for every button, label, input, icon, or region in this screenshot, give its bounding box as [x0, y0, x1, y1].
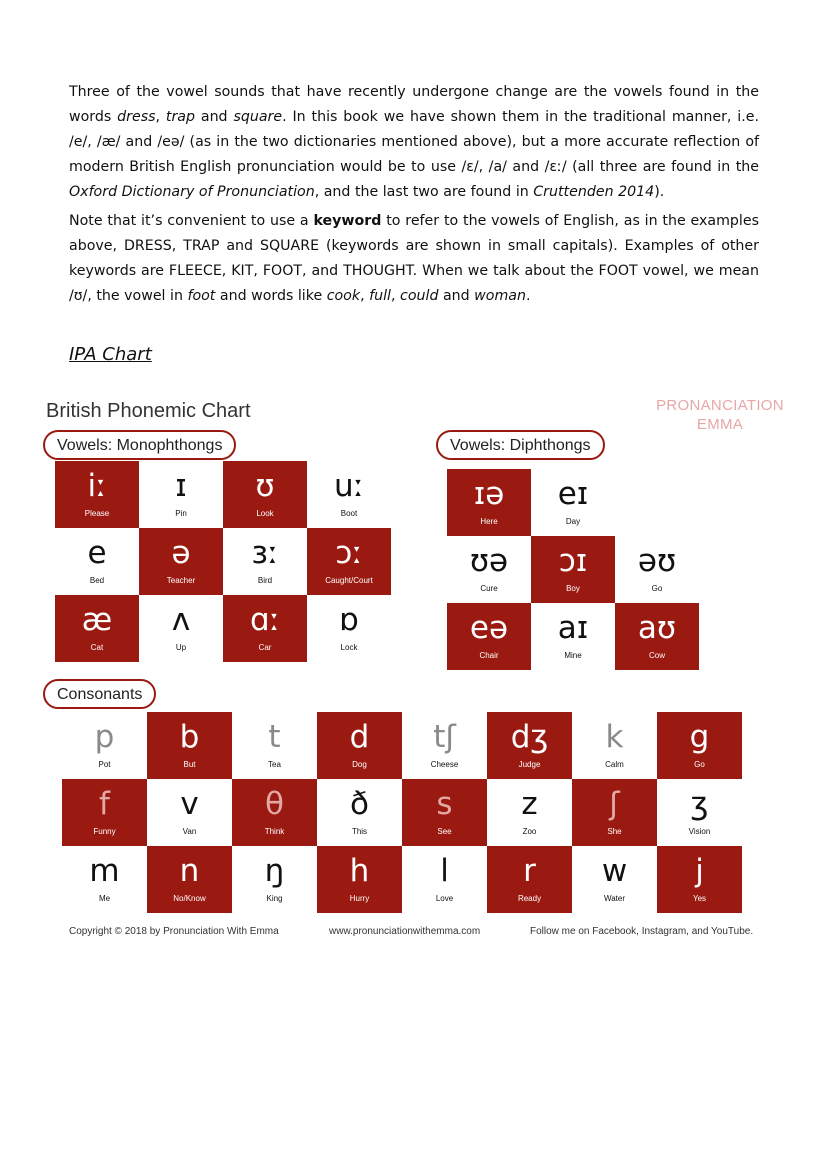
phoneme-symbol: ə: [171, 535, 191, 571]
consonants-label: Consonants: [43, 679, 156, 709]
italic-word: full: [369, 288, 391, 304]
watermark-line: EMMA: [696, 416, 744, 433]
phoneme-symbol: m: [89, 853, 120, 889]
text-run: and words like: [215, 288, 327, 304]
phoneme-cell: [657, 779, 742, 846]
example-word: Mine: [564, 651, 582, 660]
phoneme-cell: [447, 536, 531, 603]
phoneme-cell: [657, 712, 742, 779]
phoneme-symbol: ʌ: [171, 602, 191, 638]
phoneme-cell: [147, 712, 232, 779]
phoneme-cell: [147, 779, 232, 846]
phoneme-symbol: ɜː: [251, 535, 279, 571]
phoneme-symbol: v: [180, 786, 199, 822]
chart-title: British Phonemic Chart: [46, 400, 251, 422]
example-word: Lock: [340, 643, 358, 652]
phoneme-symbol: l: [440, 853, 449, 889]
example-word: Water: [603, 894, 626, 903]
phoneme-cell: [317, 712, 402, 779]
phoneme-symbol: d: [349, 719, 370, 755]
text-run: . In this book we have shown them in the traditional manner, i.e. /e/, /æ/ and /eə/ (as in the two dictionaries mentioned above), but a more accurate reflection of modern British English pronunciation would be to use /ɛ/, /a/ and /ɛː/ (all three are found in the: [69, 109, 759, 175]
italic-title: Oxford Dictionary of Pronunciation: [69, 184, 315, 200]
phoneme-symbol: ŋ: [264, 853, 285, 889]
example-word: Chair: [479, 651, 499, 660]
phonemic-chart: [40, 392, 800, 952]
phoneme-cell: [531, 603, 615, 670]
section-heading-ipa-chart: IPA Chart: [69, 344, 152, 365]
italic-word: could: [400, 288, 439, 304]
phoneme-symbol: ɔː: [335, 535, 363, 571]
phoneme-symbol: w: [601, 853, 628, 889]
example-word: Calm: [605, 760, 624, 769]
example-word: Car: [258, 643, 272, 652]
text-run: Note that it’s convenient to use a: [69, 213, 314, 229]
example-word: Pin: [175, 509, 187, 518]
phoneme-cell: [307, 528, 391, 595]
example-word: Ready: [517, 894, 542, 903]
phoneme-cell: [223, 595, 307, 662]
phoneme-cell: [531, 469, 615, 536]
phoneme-cell: [232, 846, 317, 913]
phoneme-cell: [615, 603, 699, 670]
phoneme-symbol: ð: [350, 786, 369, 822]
phoneme-symbol: eə: [469, 610, 509, 646]
phoneme-symbol: j: [695, 853, 704, 889]
phoneme-cell: [139, 461, 223, 528]
example-word: Here: [480, 517, 498, 526]
example-word: Go: [651, 584, 663, 593]
phoneme-symbol: aɪ: [557, 610, 589, 646]
phoneme-symbol: uː: [333, 468, 365, 504]
phoneme-symbol: h: [349, 853, 370, 889]
bold-keyword: keyword: [313, 213, 382, 229]
example-word: Funny: [93, 827, 116, 836]
example-word: Cheese: [430, 760, 459, 769]
social-follow-text: Follow me on Facebook, Instagram, and YouTube.: [530, 926, 754, 937]
example-word: Hurry: [349, 894, 370, 903]
text-run: and: [438, 288, 475, 304]
example-word: Yes: [692, 894, 707, 903]
phoneme-cell: [62, 712, 147, 779]
example-word: Vision: [688, 827, 711, 836]
example-word: King: [266, 894, 283, 903]
example-word: She: [607, 827, 622, 836]
italic-word: dress: [117, 109, 156, 125]
phoneme-cell: [62, 846, 147, 913]
phoneme-cell: [615, 536, 699, 603]
example-word: Zoo: [522, 827, 537, 836]
text-run: , and the last two are found in: [314, 184, 534, 200]
phoneme-symbol: iː: [87, 468, 107, 504]
phoneme-symbol: θ: [265, 786, 284, 822]
phoneme-cell: [223, 461, 307, 528]
example-word: Love: [435, 894, 454, 903]
phoneme-symbol: eɪ: [557, 476, 589, 512]
phoneme-symbol: g: [689, 719, 710, 755]
example-word: Bird: [257, 576, 273, 585]
watermark-logo: [640, 396, 800, 434]
example-word: Cure: [480, 584, 498, 593]
example-word: Day: [565, 517, 581, 526]
phoneme-symbol: t: [268, 719, 281, 755]
example-word: Van: [182, 827, 197, 836]
phoneme-cell: [402, 779, 487, 846]
phoneme-symbol: f: [99, 786, 110, 822]
paragraph-vowel-change: [69, 80, 759, 205]
phoneme-cell: [487, 846, 572, 913]
monophthongs-label: Vowels: Monophthongs: [43, 430, 236, 460]
phoneme-symbol: ɑː: [249, 602, 281, 638]
phoneme-symbol: æ: [81, 602, 113, 638]
phoneme-cell: [572, 846, 657, 913]
phoneme-symbol: ʃ: [609, 786, 620, 822]
copyright-text: Copyright © 2018 by Pronunciation With Emma: [69, 926, 279, 937]
phoneme-symbol: z: [521, 786, 538, 822]
phoneme-cell: [147, 846, 232, 913]
phoneme-symbol: r: [523, 853, 536, 889]
italic-word: square: [233, 109, 283, 125]
diphthongs-label: Vowels: Diphthongs: [436, 430, 605, 460]
phoneme-cell: [447, 603, 531, 670]
example-word: Dog: [352, 760, 367, 769]
website-text: www.pronunciationwithemma.com: [329, 926, 481, 937]
text-run: ,: [155, 109, 166, 125]
example-word: This: [351, 827, 368, 836]
phoneme-cell: [307, 461, 391, 528]
phoneme-symbol: ɪ: [175, 468, 187, 504]
text-run: Three of the vowel sounds that have recently undergone change are the vowels found in the words: [69, 84, 759, 125]
phoneme-cell: [55, 461, 139, 528]
phoneme-cell: [62, 779, 147, 846]
watermark-line: PRONANCIATION: [656, 397, 784, 414]
example-word: Pot: [98, 760, 111, 769]
example-word: Think: [264, 827, 285, 836]
phoneme-cell: [139, 595, 223, 662]
phoneme-symbol: b: [179, 719, 200, 755]
italic-citation: Cruttenden 2014: [533, 184, 655, 200]
phoneme-symbol: s: [436, 786, 453, 822]
phoneme-cell: [317, 846, 402, 913]
phoneme-symbol: ʒ: [690, 786, 709, 822]
example-word: Judge: [518, 760, 541, 769]
paragraph-keywords: [69, 209, 759, 309]
phoneme-cell: [223, 528, 307, 595]
text-run: .: [525, 288, 531, 304]
example-word: Caught/Court: [325, 576, 373, 585]
example-word: Look: [256, 509, 274, 518]
phoneme-cell: [139, 528, 223, 595]
phoneme-cell: [307, 595, 391, 662]
phoneme-symbol: n: [179, 853, 200, 889]
phoneme-symbol: ʊ: [255, 468, 275, 504]
example-word: Cat: [90, 643, 104, 652]
example-word: Tea: [268, 760, 281, 769]
phoneme-cell: [402, 846, 487, 913]
example-word: See: [437, 827, 452, 836]
phoneme-cell: [232, 779, 317, 846]
example-word: Me: [98, 894, 111, 903]
phoneme-symbol: k: [605, 719, 624, 755]
italic-word: trap: [165, 109, 195, 125]
phoneme-cell: [657, 846, 742, 913]
text-run: and: [195, 109, 234, 125]
phoneme-symbol: tʃ: [433, 719, 456, 755]
phoneme-symbol: aʊ: [637, 610, 677, 646]
example-word: Cow: [648, 651, 665, 660]
phoneme-cell: [487, 712, 572, 779]
phoneme-cell: [317, 779, 402, 846]
example-word: Boy: [566, 584, 580, 593]
italic-word: cook: [326, 288, 361, 304]
example-word: Teacher: [166, 576, 196, 585]
text-run: ).: [654, 184, 665, 200]
example-word: But: [183, 760, 196, 769]
phoneme-symbol: əʊ: [637, 543, 677, 579]
phoneme-cell: [55, 595, 139, 662]
italic-word: woman: [474, 288, 526, 304]
example-word: Up: [175, 643, 187, 652]
phoneme-symbol: dʒ: [510, 719, 549, 755]
phoneme-symbol: ɒ: [339, 602, 359, 638]
example-word: Boot: [340, 509, 358, 518]
phoneme-cell: [55, 528, 139, 595]
phoneme-cell: [402, 712, 487, 779]
text-run: ,: [391, 288, 401, 304]
phoneme-cell: [531, 536, 615, 603]
phoneme-symbol: ʊə: [469, 543, 509, 579]
text-run: to refer to the vowels of English, as in the examples above, DRESS, TRAP and SQUARE (keywords are shown in small capitals). Examples of other keywords are FLEECE, KIT, FOOT, and THOUGHT. When we talk about the FOOT vowel, we mean /ʊ/, the vowel in: [69, 213, 759, 304]
text-run: ,: [360, 288, 370, 304]
italic-word: foot: [187, 288, 216, 304]
example-word: Bed: [89, 576, 105, 585]
phoneme-symbol: ɪə: [473, 476, 505, 512]
example-word: No/Know: [173, 894, 206, 903]
phoneme-symbol: e: [87, 535, 107, 571]
phoneme-cell: [232, 712, 317, 779]
example-word: Please: [84, 509, 110, 518]
phoneme-cell: [487, 779, 572, 846]
phoneme-cell: [572, 779, 657, 846]
phoneme-cell: [572, 712, 657, 779]
phoneme-symbol: p: [94, 719, 115, 755]
example-word: Go: [694, 760, 705, 769]
phoneme-cell: [447, 469, 531, 536]
phoneme-symbol: ɔɪ: [558, 543, 588, 579]
